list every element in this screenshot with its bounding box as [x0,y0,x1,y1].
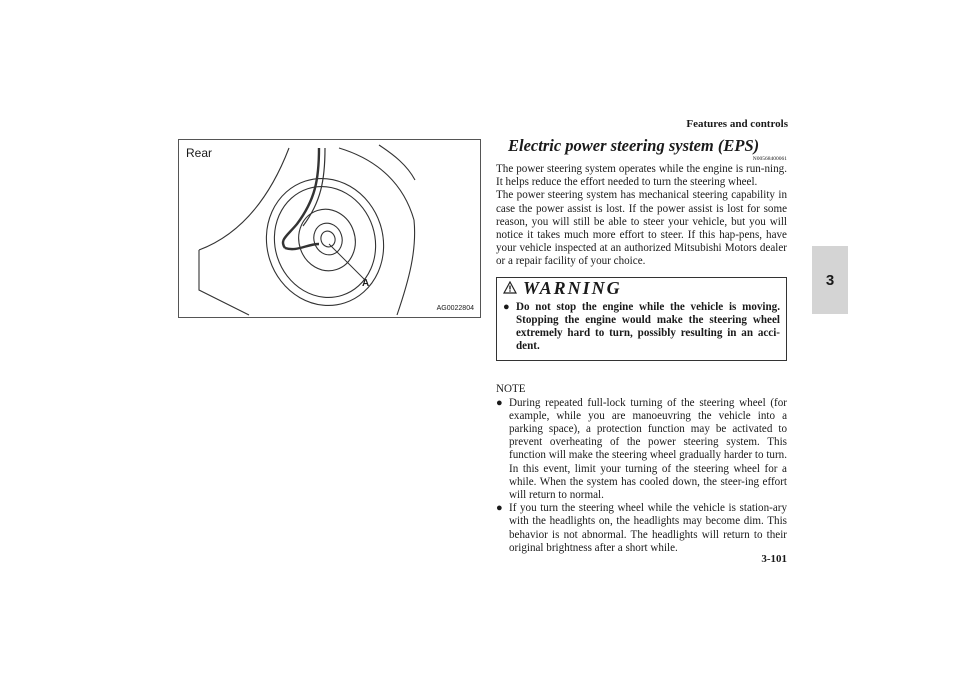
note-item [496,502,787,555]
main-text-column [496,137,787,555]
paragraph-2: The power steering system has mechanical steering capability in case the power assist is lost. If the power assist is lost for some reason, you will still be able to steer your vehicle, but you will notice it takes much more effort to steer. If this hap-pens, have your vehicle inspected at an authorized Mitsubishi Motors dealer or a repair facility of your choice. [496,189,787,268]
note-heading: NOTE [496,383,526,396]
warning-header [497,278,786,298]
page-number: 3-101 [761,553,787,565]
bullet-icon: ● [496,396,503,409]
note-item [496,397,787,503]
chapter-number: 3 [825,271,835,289]
paragraph-1: The power steering system operates while the engine is run-ning. It helps reduce the effort needed to turn the steering wheel. [496,163,787,189]
warning-item [497,298,786,361]
section-title: Electric power steering system (EPS) [508,136,760,155]
note-text: If you turn the steering wheel while the vehicle is station-ary with the headlights on, the headlights may become dim. This behavior is not abnormal. The headlights will return to their original brightness after a short while. [509,502,787,554]
chapter-tab [812,246,848,314]
figure-code: AG0022804 [436,305,474,312]
note-text: During repeated full-lock turning of the steering wheel (for example, while you are manoeuvring the vehicle into a parking space), a protection function may be activated to prevent overheating of the power steering system. This function will make the steering wheel gradually harder to turn. In this event, limit your turning of the steering wheel for a while. When the system has cooled down, the steer-ing effort will return to normal. [509,396,787,502]
warning-title: WARNING [523,277,622,298]
spare-tire-illustration [178,139,481,318]
warning-box [496,277,787,362]
section-code: N00568400061 [752,156,787,162]
spare-tire-drawing [179,140,480,317]
page-header-section-title: Features and controls [686,118,788,130]
bullet-icon: ● [496,502,503,515]
figure-label-rear: Rear [186,146,213,160]
figure-label-a: A [362,278,370,289]
warning-triangle-icon [503,281,517,294]
bullet-icon: ● [503,300,510,313]
warning-text: Do not stop the engine while the vehicle is moving. Stopping the engine would make the steering wheel extremely hard to turn, possibly resulting in an acci-dent. [516,300,780,353]
